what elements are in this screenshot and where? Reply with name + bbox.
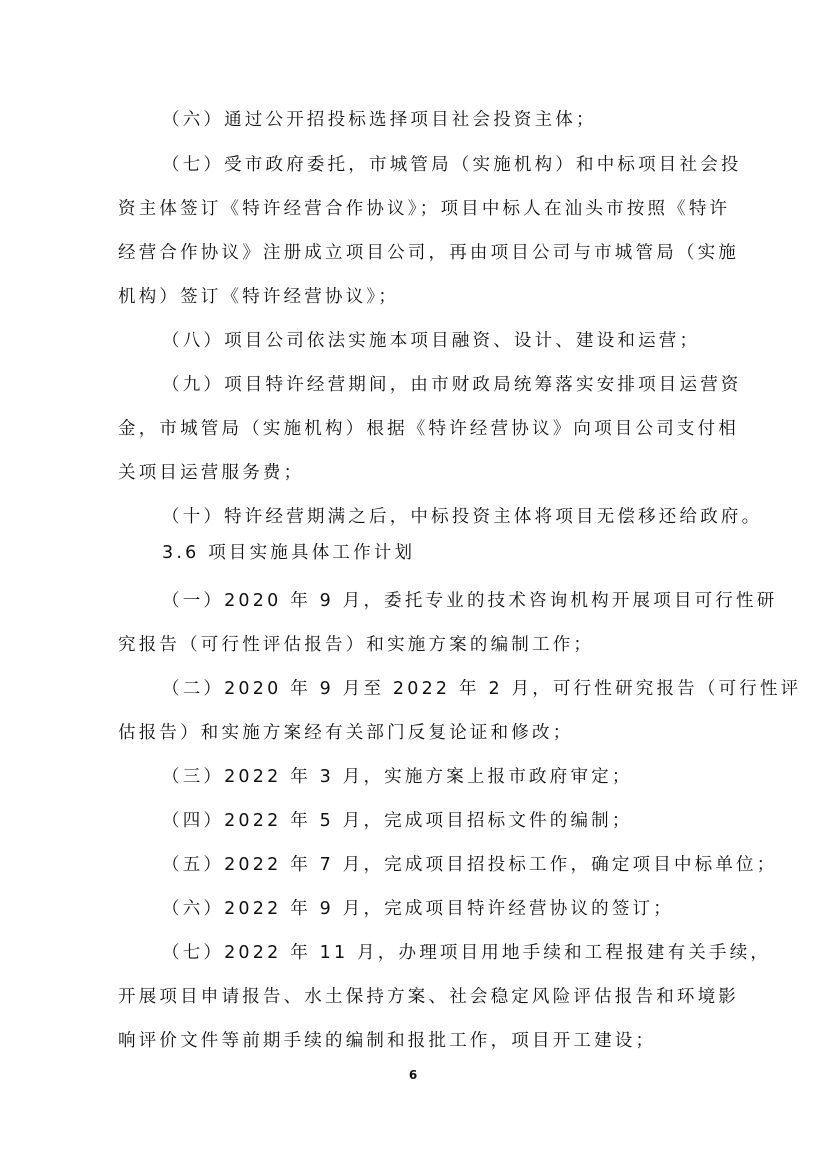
text-line: 估报告）和实施方案经有关部门反复论证和修改； [118,723,574,743]
text-line: 关项目运营服务费； [118,463,305,483]
text-line: 经营合作协议》注册成立项目公司，再由项目公司与市城管局（实施 [118,243,739,263]
text-line: （十）特许经营期满之后，中标投资主体将项目无偿移还给政府。 [162,507,763,527]
section-heading: 3.6 项目实施具体工作计划 [162,543,416,563]
text-line: 开展项目申请报告、水土保持方案、社会稳定风险评估报告和环境影 [118,987,739,1007]
text-line: （六）2022 年 9 月，完成项目特许经营协议的签订； [162,899,674,919]
text-line: 资主体签订《特许经营合作协议》；项目中标人在汕头市按照《特许 [118,199,731,219]
text-line: （五）2022 年 7 月，完成项目招投标工作，确定项目中标单位； [162,855,778,875]
text-line: 金，市城管局（实施机构）根据《特许经营协议》向项目公司支付相 [118,419,739,439]
text-line: （七）2022 年 11 月，办理项目用地手续和工程报建有关手续， [162,943,772,963]
text-line: （一）2020 年 9 月，委托专业的技术咨询机构开展项目可行性研 [162,591,778,611]
text-line: 机构）签订《特许经营协议》； [118,287,400,307]
text-line: 响评价文件等前期手续的编制和报批工作，项目开工建设； [118,1031,657,1051]
text-line: （三）2022 年 3 月，实施方案上报市政府审定； [162,767,633,787]
text-line: 究报告（可行性评估报告）和实施方案的编制工作； [118,635,595,655]
text-line: （二）2020 年 9 月至 2022 年 2 月，可行性研究报告（可行性评 [162,679,802,699]
text-line: （六）通过公开招投标选择项目社会投资主体； [162,110,597,130]
text-line: （四）2022 年 5 月，完成项目招标文件的编制； [162,811,633,831]
text-line: （七）受市政府委托，市城管局（实施机构）和中标项目社会投 [162,155,742,175]
page-number: 6 [408,1068,418,1082]
text-line: （八）项目公司依法实施本项目融资、设计、建设和运营； [162,331,701,351]
text-line: （九）项目特许经营期间，由市财政局统筹落实安排项目运营资 [162,375,742,395]
